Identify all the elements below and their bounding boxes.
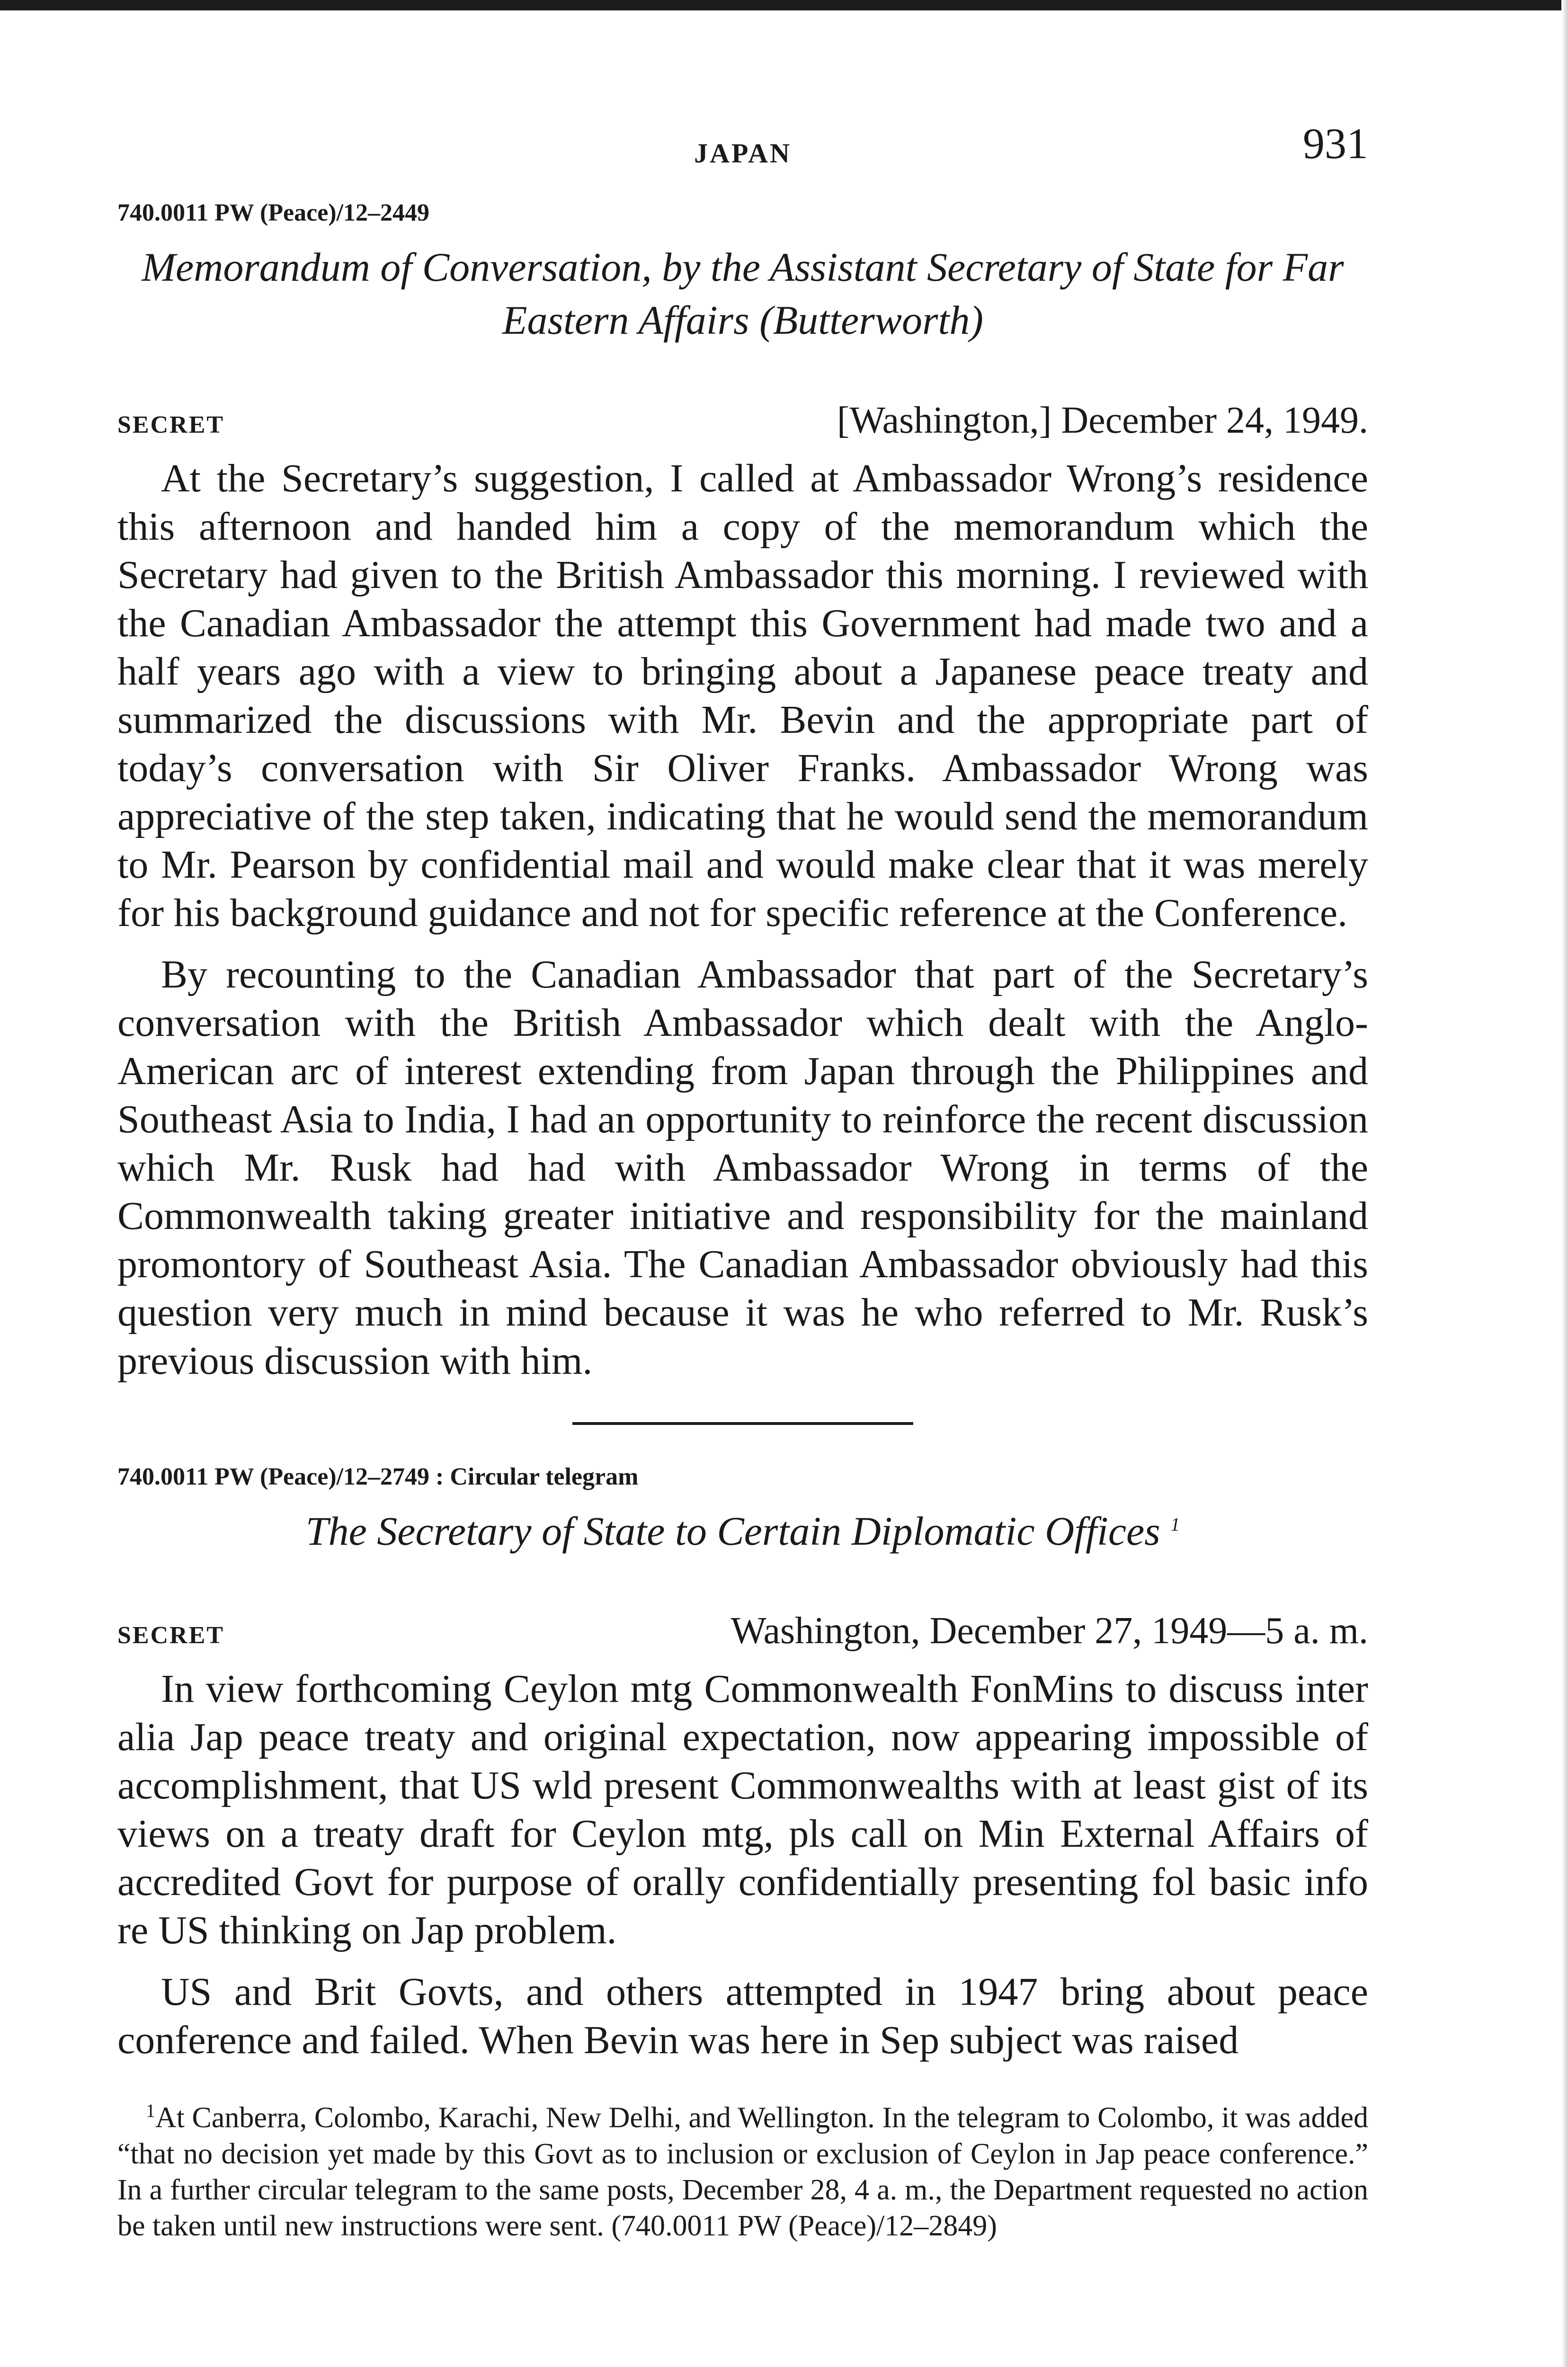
top-page-rule	[0, 0, 1568, 10]
footnote-marker: 1	[1170, 1513, 1180, 1535]
footnote	[117, 2093, 1368, 2244]
classification-label: SECRET	[117, 1622, 225, 1649]
body-paragraph: By recounting to the Canadian Ambassador that part of the Secretary’s conversation with the British Ambassador which dealt with the Anglo-American arc of interest extending from Japan through the Philippines and Southeast Asia to India, I had an opportunity to reinforce the recent discussion which Mr. Rusk had had with Ambassador Wrong in terms of the Commonwealth taking greater initiative and responsibility for the mainland promontory of Southeast Asia. The Canadian Ambassador obviously had this question very much in mind because it was he who referred to Mr. Rusk’s previous discussion with him.	[117, 952, 1368, 1383]
memorandum-section	[117, 199, 1368, 1385]
footnote-number: 1	[146, 2100, 155, 2122]
section-separator	[572, 1422, 913, 1425]
telegram-section	[117, 1463, 1368, 2065]
page-number: 931	[1303, 119, 1368, 168]
place-date: Washington, December 27, 1949—5 a. m.	[731, 1610, 1368, 1652]
file-reference: 740.0011 PW (Peace)/12–2749 : Circular telegram	[117, 1463, 639, 1490]
running-title: JAPAN	[694, 138, 792, 169]
place-date: [Washington,] December 24, 1949.	[837, 399, 1368, 441]
body-paragraph: US and Brit Govts, and others attempted in 1947 bring about peace conference and failed. When Bevin was here in Sep subject was raised	[117, 1970, 1368, 2063]
dateline	[117, 399, 1368, 442]
running-head	[117, 118, 1368, 180]
file-reference: 740.0011 PW (Peace)/12–2449	[117, 199, 430, 226]
body-paragraph: At the Secretary’s suggestion, I called at Ambassador Wrong’s residence this afternoon and handed him a copy of the memorandum which the Secretary had given to the British Ambassador this morning. I reviewed with the Canadian Ambassador the attempt this Government had made two and a half years ago with a view to bringing about a Japanese peace treaty and summarized the discussions with Mr. Bevin and the appropriate part of today’s conversation with Sir Oliver Franks. Ambassador Wrong was appreciative of the step taken, indicating that he would send the memorandum to Mr. Pearson by confidential mail and would make clear that it was merely for his background guidance and not for specific reference at the Conference.	[117, 456, 1368, 935]
footnote-text: At Canberra, Colombo, Karachi, New Delhi, and Wellington. In the telegram to Colombo, it was added “that no decision yet made by this Govt as to inclusion or exclusion of Ceylon in Jap peace conference.” In a further circular telegram to the same posts, December 28, 4 a. m., the Department requested no action be taken until new instructions were sent. (740.0011 PW (Peace)/12–2849)	[117, 2102, 1368, 2242]
classification-label: SECRET	[117, 411, 225, 438]
document-title-text: The Secretary of State to Certain Diplomatic Offices	[305, 1508, 1160, 1554]
document-page	[117, 118, 1368, 2244]
document-title: Memorandum of Conversation, by the Assistant Secretary of State for Far Eastern Affairs (Butterworth)	[142, 244, 1344, 343]
body-paragraph: In view forthcoming Ceylon mtg Commonwealth FonMins to discuss inter alia Jap peace treaty and original expectation, now appearing impossible of accomplishment, that US wld present Commonwealths with at least gist of its views on a treaty draft for Ceylon mtg, pls call on Min External Affairs of accredited Govt for purpose of orally confidentially presenting fol basic info re US thinking on Jap problem.	[117, 1667, 1368, 1953]
page-edge-shadow	[1561, 0, 1568, 2367]
document-title	[117, 1505, 1368, 1558]
dateline	[117, 1610, 1368, 1653]
